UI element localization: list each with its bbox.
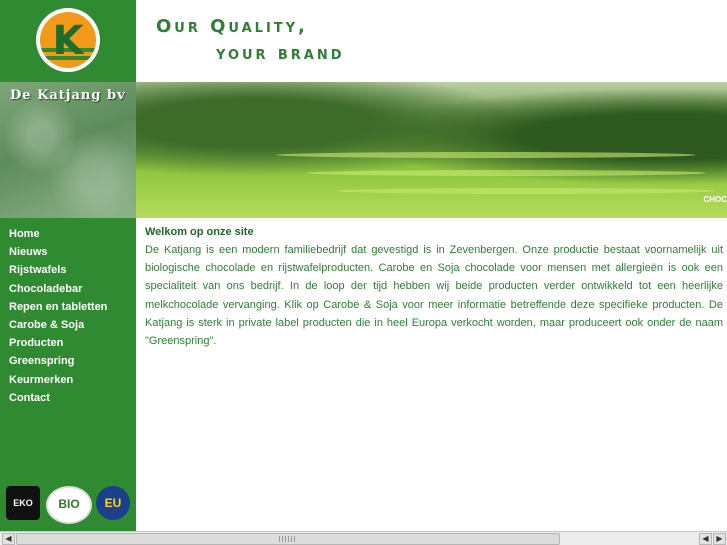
certification-badges xyxy=(6,486,132,522)
grip-icon xyxy=(279,536,295,542)
terrace-shape xyxy=(276,152,696,158)
company-name: De Katjang bv xyxy=(10,88,126,103)
terrace-shape xyxy=(306,170,706,176)
scroll-left-icon[interactable]: ◀ xyxy=(2,533,15,545)
nav-rijstwafels[interactable]: Rijstwafels xyxy=(9,264,67,277)
header xyxy=(136,0,727,82)
nav-nieuws[interactable]: Nieuws xyxy=(9,246,48,259)
bio-badge-icon: BIO xyxy=(46,486,92,524)
nav-repen-en-tabletten[interactable]: Repen en tabletten xyxy=(9,300,108,313)
nav-keurmerken[interactable]: Keurmerken xyxy=(9,373,74,386)
intro-paragraph: De Katjang is een modern familiebedrijf dat gevestigd is in Zevenbergen. Onze productie bestaat voornamelijk uit biologische chocolade en rijstwafelproducten. Carobe en Soja chocolade voor mensen met allergieën is ook een specialiteit van ons bedrijf. In de loop der tijd hebben wij beide producten verder ontwikkeld tot een heerlijke melkchocolade vervanging. Klik op Carobe & Soja voor meer informatie betreffende deze specifieke producten. De Katjang is sterk in private label producten die in heel Europa verkocht worden, maar produceert ook onder de naam "Greenspring". xyxy=(145,244,723,348)
horizontal-scrollbar[interactable] xyxy=(0,531,727,545)
main-nav xyxy=(0,226,136,408)
katjang-logo[interactable] xyxy=(36,8,100,72)
sidebar xyxy=(0,0,136,531)
scroll-right-icon[interactable]: ▶ xyxy=(713,533,726,545)
scrollbar-thumb[interactable] xyxy=(16,533,560,545)
sidebar-photo xyxy=(0,82,136,218)
main-content xyxy=(145,226,723,350)
nav-contact[interactable]: Contact xyxy=(9,391,50,404)
nav-carobe-soja[interactable]: Carobe & Soja xyxy=(9,318,85,331)
logo-letter: K xyxy=(52,18,84,64)
eu-organic-badge-icon: EU xyxy=(96,486,130,520)
nav-home[interactable]: Home xyxy=(9,228,40,240)
logo-area xyxy=(0,0,136,82)
slogan-line-2: your brand xyxy=(216,43,345,64)
slogan-line-1: Our Quality, xyxy=(156,16,308,37)
nav-chocoladebar[interactable]: Chocoladebar xyxy=(9,282,83,295)
welcome-heading: Welkom op onze site xyxy=(145,226,254,238)
terrace-shape xyxy=(336,188,716,194)
nav-producten[interactable]: Producten xyxy=(9,337,64,350)
scroll-left-icon[interactable]: ◀ xyxy=(699,533,712,545)
nav-greenspring[interactable]: Greenspring xyxy=(9,355,75,368)
banner-image xyxy=(136,82,727,218)
eko-badge-icon: EKO xyxy=(6,486,40,520)
banner-tag: CHOC xyxy=(703,195,727,204)
logo-ring xyxy=(40,12,96,68)
